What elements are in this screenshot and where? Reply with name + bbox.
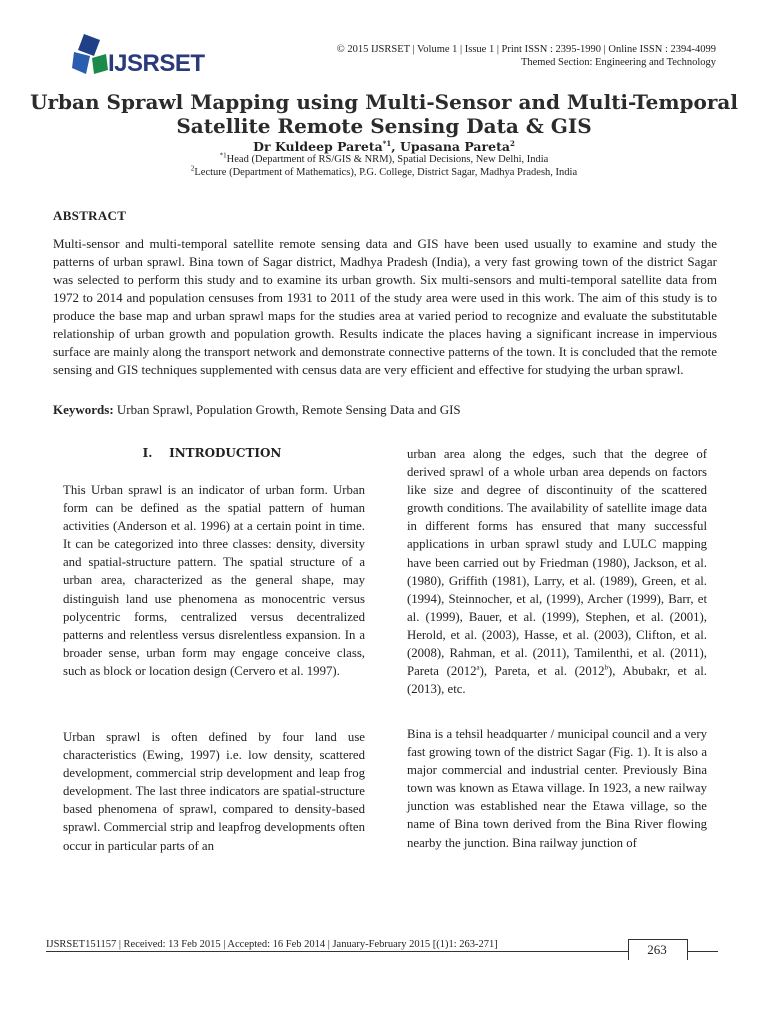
author-affiliation-mark: *1 [382,138,392,148]
affiliation [0,164,768,178]
keywords-text: Urban Sprawl, Population Growth, Remote Sensing Data and GIS [113,402,461,417]
affiliation-mark: 2 [190,164,195,173]
author-affiliation-mark: 2 [509,138,515,148]
logo-text: IJSRSET [108,50,205,77]
author-name: Upasana Pareta [399,139,510,154]
affiliation-text: Lecture (Department of Mathematics), P.G. College, District Sagar, Madhya Pradesh, India [194,167,578,178]
section-heading: I. INTRODUCTION [142,446,282,460]
footer-divider [46,951,718,952]
paper-title: Urban Sprawl Mapping using Multi-Sensor and Multi-Temporal Satellite Remote Sensing Data & GIS [30,90,738,138]
author-separator: , [391,139,400,154]
paragraph-text: urban area along the edges, such that the degree of derived sprawl of a whole urban area depends on factors like size and degree of discontinuity of the scattered growth conditions. The availability of satellite image data in different forms has ensured that many successful applications in urban sprawl study and LULC mapping have been carried out by Friedman (1980), Jackson, et al. (1980), Griffith (1981), Larry, et al. (1989), Green, et al. (1994), Steinnocher, et al, (1999), Archer (1999), Barr, et al. (1999), Bauer, et al. (1999), Stephen, et al. (2001), Herold, et al. (2003), Hasse, et al. (2003), Clifton, et al. (2008), Rahman, et al. (2011), Tamilenthi, et al. (2011), Pareta (2012 [407,447,707,679]
keywords-label: Keywords: [53,402,114,417]
author-list [0,139,768,154]
abstract-heading: ABSTRACT [53,208,127,223]
body-paragraph [407,445,707,698]
affiliation-text: Head (Department of RS/GIS & NRM), Spatial Decisions, New Delhi, India [226,154,549,165]
journal-info-line: © 2015 IJSRSET | Volume 1 | Issue 1 | Print ISSN : 2395-1990 | Online ISSN : 2394-4099 [336,44,716,55]
journal-logo [70,30,220,80]
footer-citation: IJSRSET151157 | Received: 13 Feb 2015 | Accepted: 16 Feb 2014 | January-February 2015 [(1)1: 263-271] [46,939,498,950]
keywords [53,402,717,418]
body-paragraph: Urban sprawl is often defined by four land use characteristics (Ewing, 1997) i.e. low density, scattered development, commercial strip development and leap frog development. The last three indicators are spatial-structure based phenomena of sprawl, compared to density-based sprawl. Commercial strip and leapfrog developments often occur in particular parts of an [63,730,365,853]
themed-section-line: Themed Section: Engineering and Technology [520,57,716,68]
page-number: 263 [647,942,667,957]
citation-superscript: a [476,663,480,672]
paragraph-text: ), Abubakr, et al. (2013), etc. [407,664,707,697]
citation-superscript: b [604,663,609,672]
body-paragraph: This Urban sprawl is an indicator of urban form. Urban form can be defined as the spatial pattern of human activities (Anderson et al. 1996) at a certain point in time. It can be categorized into three classes: density, diversity and spatial-structure pattern. The spatial structure of a urban area, characterized as the general shape, may distinguish land use phenomena as monocentric versus polycentric forms, centralized versus decentralized patterns and relentless versus disrelentless expansion. In a broader sense, urban form may engage conceive class, such as block or location design (Cervero et al. 1997). [63,483,365,678]
paragraph-text: ), Pareta, et al. (2012 [479,664,605,679]
abstract-text: Multi-sensor and multi-temporal satellite remote sensing data and GIS have been used usually to examine and study the patterns of urban sprawl. Bina town of Sagar district, Madhya Pradesh (India), a very fast growing town of the district Sagar was selected to perform this study and to examine its urban growth. Six multi-sensors and multi-temporal satellite data from 1972 to 2014 and population censuses from 1931 to 2011 of the study area were used in this work. The aim of this study is to produce the base map and urban sprawl maps for the studies area at varied period to recognize and evaluate the substitutable relationship of urban growth and population growth. Results indicate the places having a significant increase in impervious surface are mainly along the transport network and demonstrate connective patterns of the town. It is concluded that the remote sensing and GIS techniques supplemented with census data are very efficient and effective for studying the urban sprawl. [53,236,717,377]
author-name: Dr Kuldeep Pareta [253,139,383,154]
body-paragraph: Bina is a tehsil headquarter / municipal council and a very fast growing town of the district Sagar (Fig. 1). It is also a major commercial and industrial center. Previously Bina town was known as Etawa village. In 1923, a new railway junction was established near the Etawa village, so the name of Bina town derived from the Bina River flowing nearby the junction. Bina railway junction of [407,727,707,850]
affiliation [0,151,768,165]
affiliation-mark: *1 [219,151,227,160]
